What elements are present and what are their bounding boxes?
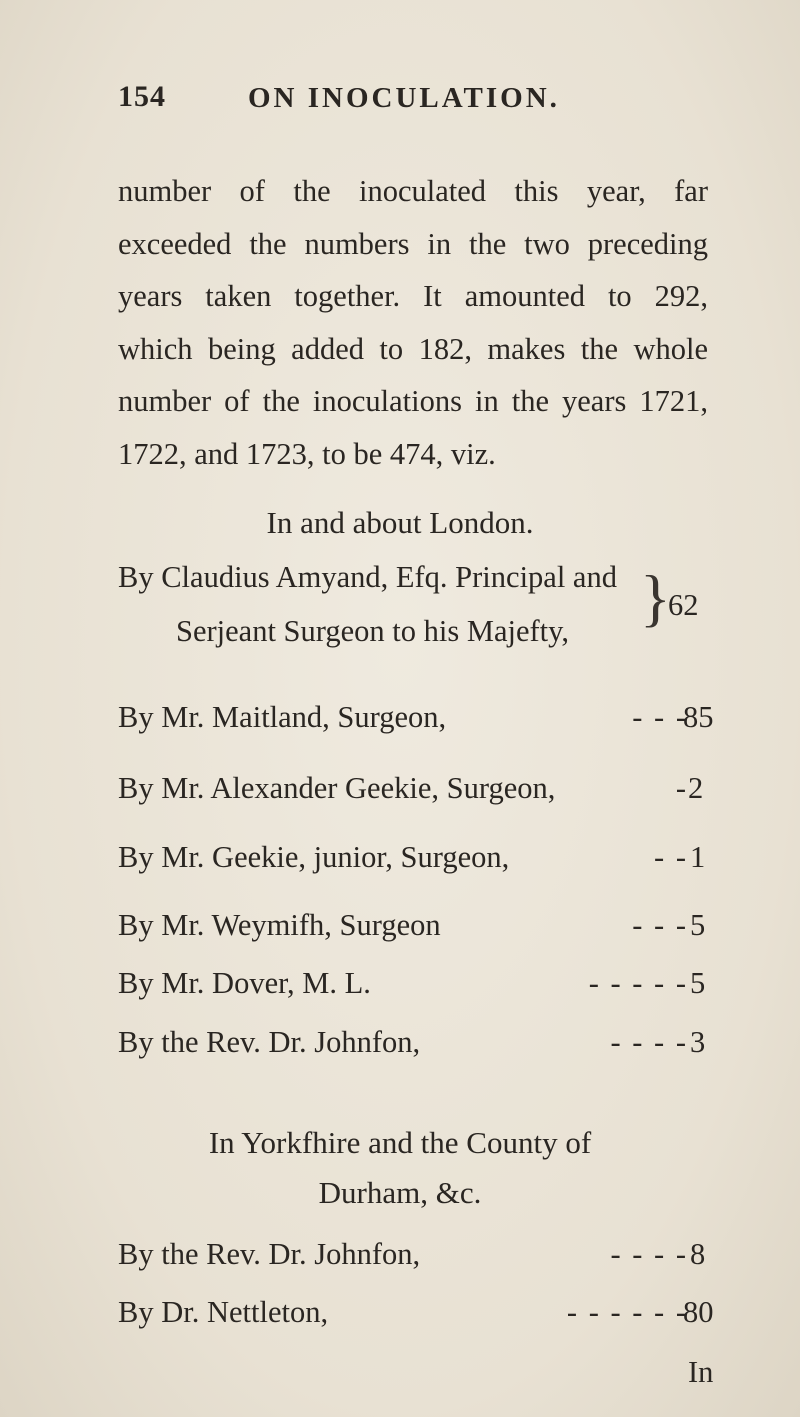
leader-dashes: - [675,771,688,805]
entry-name: By Mr. Geekie, junior, Surgeon, [118,840,510,874]
entry-count: 3 [690,1025,706,1059]
entry-count: 2 [688,771,704,805]
entry-name: By Mr. Dover, M. L. [118,966,371,1000]
list-item [118,966,688,1010]
entry-count: 85 [683,700,714,734]
intro-paragraph [118,165,708,480]
catchword: In [688,1355,714,1389]
list-item [118,1025,688,1069]
section-heading-durham: Durham, &c. [318,1175,482,1210]
paragraph-line: number of the inoculations in the years 1721, [118,384,708,418]
leader-dashes: - - - - [610,1237,688,1271]
entry-count: 80 [683,1295,714,1329]
entry-count: 1 [690,840,706,874]
list-item [118,840,688,884]
entry-name: By Dr. Nettleton, [118,1295,329,1329]
running-head: ON INOCULATION. [248,82,560,114]
entry-count: 62 [668,588,699,622]
page-header [0,80,800,120]
list-item [118,908,688,952]
section-heading-london: In and about London. [266,505,534,540]
paragraph-line: years taken together. It amounted to 292, [118,279,708,313]
entry-amyand-line1: By Claudius Amyand, Efq. Principal and [118,560,617,594]
list-item [118,700,688,744]
leader-dashes: - - - - [610,1025,688,1059]
entry-count: 5 [690,908,706,942]
paragraph-line: number of the inoculated this year, far [118,174,708,208]
paragraph-line: exceeded the numbers in the two preceding [118,226,708,261]
leader-dashes: - - - [632,700,688,734]
list-item [118,1295,688,1339]
entry-name: By the Rev. Dr. Johnfon, [118,1237,421,1271]
entry-name: By Mr. Weymifh, Surgeon [118,908,441,942]
leader-dashes: - - [654,840,688,874]
right-brace: } [640,562,671,633]
paragraph-line: which being added to 182, makes the whole [118,331,708,366]
section-heading-yorkshire: In Yorkfhire and the County of [208,1125,592,1160]
list-item [118,771,688,815]
paragraph-line: 1722, and 1723, to be 474, viz. [118,436,496,471]
leader-dashes: - - - - - [588,966,688,1000]
leader-dashes: - - - [632,908,688,942]
page-number: 154 [118,80,166,113]
list-item [118,1237,688,1281]
leader-dashes: - - - - - - [566,1295,688,1329]
entry-name: By the Rev. Dr. Johnfon, [118,1025,421,1059]
entry-name: By Mr. Alexander Geekie, Surgeon, [118,771,556,805]
entry-count: 8 [690,1237,706,1271]
entry-amyand-line2: Serjeant Surgeon to his Majefty, [176,614,570,648]
entry-count: 5 [690,966,706,1000]
entry-name: By Mr. Maitland, Surgeon, [118,700,447,734]
